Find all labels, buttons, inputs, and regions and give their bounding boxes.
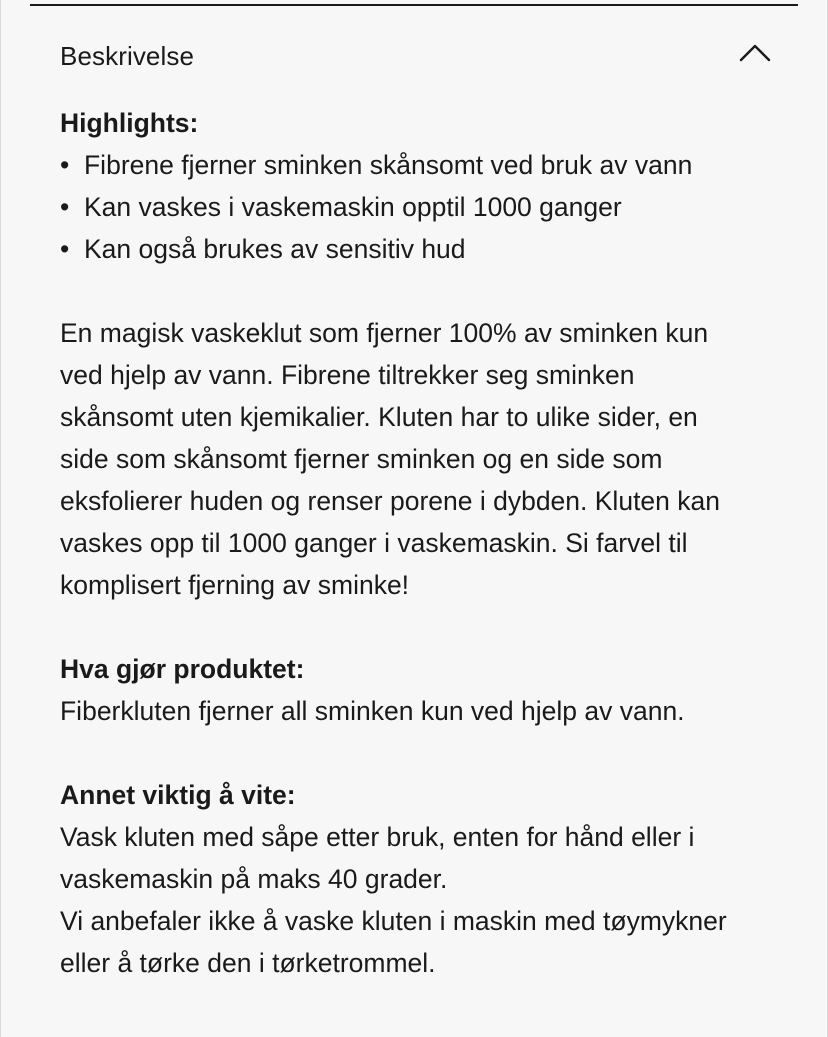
- bullet-mark: •: [60, 234, 70, 264]
- highlights-heading: Highlights:: [60, 108, 199, 138]
- what-it-does-text: Fiberkluten fjerner all sminken kun ved hjelp av vann.: [60, 696, 685, 726]
- description-paragraph: [60, 312, 780, 606]
- description-line: skånsomt uten kjemikalier. Kluten har to ulike sider, en: [60, 402, 698, 432]
- description-line: eksfolierer huden og renser porene i dybden. Kluten kan: [60, 486, 720, 516]
- highlights-list: [60, 144, 780, 270]
- description-line: side som skånsomt fjerner sminken og en side som: [60, 444, 663, 474]
- left-border: [0, 0, 1, 1037]
- description-content: [60, 102, 780, 984]
- bullet-mark: •: [60, 150, 70, 180]
- other-info-line: Vask kluten med såpe etter bruk, enten for hånd eller i: [60, 822, 695, 852]
- description-line: vaskes opp til 1000 ganger i vaskemaskin. Si farvel til: [60, 528, 688, 558]
- spacer: [60, 606, 780, 648]
- highlight-text: Kan også brukes av sensitiv hud: [84, 234, 466, 264]
- description-line: En magisk vaskeklut som fjerner 100% av sminken kun: [60, 318, 709, 348]
- list-item: [60, 144, 780, 186]
- description-line: komplisert fjerning av sminke!: [60, 570, 410, 600]
- highlight-text: Kan vaskes i vaskemaskin opptil 1000 ganger: [84, 192, 622, 222]
- description-accordion-toggle[interactable]: [30, 22, 798, 88]
- what-it-does-heading: Hva gjør produktet:: [60, 654, 305, 684]
- section-divider: [30, 4, 798, 6]
- other-info-paragraph: [60, 816, 780, 984]
- list-item: [60, 228, 780, 270]
- other-info-heading: Annet viktig å vite:: [60, 780, 296, 810]
- highlight-text: Fibrene fjerner sminken skånsomt ved bruk av vann: [84, 150, 693, 180]
- list-item: [60, 186, 780, 228]
- other-info-line: vaskemaskin på maks 40 grader.: [60, 864, 448, 894]
- other-info-line: Vi anbefaler ikke å vaske kluten i maskin med tøymykner: [60, 906, 727, 936]
- accordion-title: Beskrivelse: [60, 41, 195, 71]
- bullet-mark: •: [60, 192, 70, 222]
- spacer: [60, 732, 780, 774]
- spacer: [60, 270, 780, 312]
- description-line: ved hjelp av vann. Fibrene tiltrekker seg sminken: [60, 360, 635, 390]
- other-info-line: eller å tørke den i tørketrommel.: [60, 948, 436, 978]
- chevron-up-icon[interactable]: [738, 42, 772, 64]
